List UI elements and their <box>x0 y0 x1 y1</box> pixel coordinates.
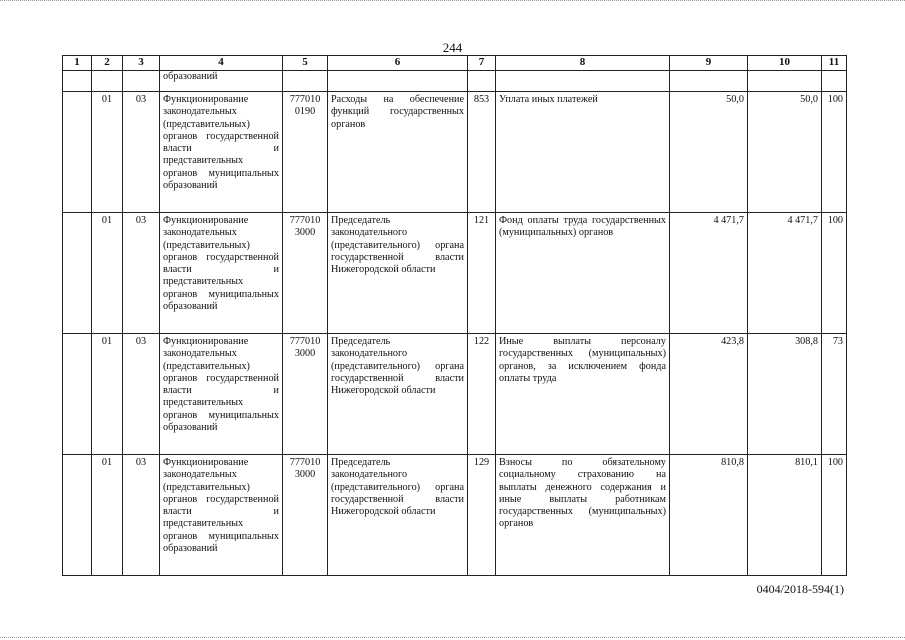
actual-amount: 810,1 <box>748 455 822 576</box>
expense-type-name: Иные выплаты персоналу государственных (муниципальных) органов, за исключением фонда оплаты труда <box>496 334 670 455</box>
col-header-5: 5 <box>283 56 328 71</box>
target-article-name: Расходы на обеспечение функций государственных органов <box>328 92 468 213</box>
table-row <box>63 455 847 576</box>
subsection-name: Функционирование законодательных (представительных) органов государственной власти и представительных органов муниципальных образований <box>160 334 283 455</box>
table-row <box>63 92 847 213</box>
expense-type-code: 121 <box>468 213 496 334</box>
section-code: 01 <box>92 334 123 455</box>
planned-amount: 423,8 <box>670 334 748 455</box>
execution-percent: 100 <box>822 455 847 576</box>
execution-percent: 73 <box>822 334 847 455</box>
col-header-8: 8 <box>496 56 670 71</box>
actual-amount: 50,0 <box>748 92 822 213</box>
subsection-code: 03 <box>123 92 160 213</box>
expense-type-name: Фонд оплаты труда государственных (муниципальных) органов <box>496 213 670 334</box>
subsection-name: Функционирование законодательных (представительных) органов государственной власти и представительных органов муниципальных образований <box>160 92 283 213</box>
expense-type-name: Уплата иных платежей <box>496 92 670 213</box>
col-header-9: 9 <box>670 56 748 71</box>
scan-edge-bottom <box>0 637 905 639</box>
target-article-name: Председатель законодательного (представительного) органа государственной власти Нижегородской области <box>328 455 468 576</box>
execution-percent: 100 <box>822 213 847 334</box>
actual-amount: 308,8 <box>748 334 822 455</box>
section-code: 01 <box>92 92 123 213</box>
target-article-code: 777010 3000 <box>283 213 328 334</box>
target-article-code: 777010 0190 <box>283 92 328 213</box>
col-header-11: 11 <box>822 56 847 71</box>
subsection-code: 03 <box>123 455 160 576</box>
budget-table <box>62 55 847 576</box>
planned-amount: 4 471,7 <box>670 213 748 334</box>
planned-amount: 810,8 <box>670 455 748 576</box>
header-row <box>63 56 847 71</box>
page-number: 244 <box>442 40 463 55</box>
scan-edge-top <box>0 0 905 2</box>
section-code: 01 <box>92 455 123 576</box>
col-header-10: 10 <box>748 56 822 71</box>
continuation-text: образований <box>160 71 283 92</box>
expense-type-code: 129 <box>468 455 496 576</box>
col-header-6: 6 <box>328 56 468 71</box>
col-header-1: 1 <box>63 56 92 71</box>
table-row <box>63 334 847 455</box>
actual-amount: 4 471,7 <box>748 213 822 334</box>
target-article-code: 777010 3000 <box>283 455 328 576</box>
expense-type-name: Взносы по обязательному социальному страхованию на выплаты денежного содержания и иные выплаты работникам государственных (муниципальных) органов <box>496 455 670 576</box>
expense-type-code: 853 <box>468 92 496 213</box>
col-header-2: 2 <box>92 56 123 71</box>
subsection-name: Функционирование законодательных (представительных) органов государственной власти и представительных органов муниципальных образований <box>160 455 283 576</box>
subsection-name: Функционирование законодательных (представительных) органов государственной власти и представительных органов муниципальных образований <box>160 213 283 334</box>
target-article-name: Председатель законодательного (представительного) органа государственной власти Нижегородской области <box>328 334 468 455</box>
document-code: 0404/2018-594(1) <box>756 582 844 596</box>
subsection-code: 03 <box>123 334 160 455</box>
target-article-code: 777010 3000 <box>283 334 328 455</box>
target-article-name: Председатель законодательного (представительного) органа государственной власти Нижегородской области <box>328 213 468 334</box>
planned-amount: 50,0 <box>670 92 748 213</box>
execution-percent: 100 <box>822 92 847 213</box>
subsection-code: 03 <box>123 213 160 334</box>
col-header-7: 7 <box>468 56 496 71</box>
col-header-4: 4 <box>160 56 283 71</box>
col-header-3: 3 <box>123 56 160 71</box>
expense-type-code: 122 <box>468 334 496 455</box>
section-code: 01 <box>92 213 123 334</box>
continuation-row <box>63 71 847 92</box>
table-row <box>63 213 847 334</box>
